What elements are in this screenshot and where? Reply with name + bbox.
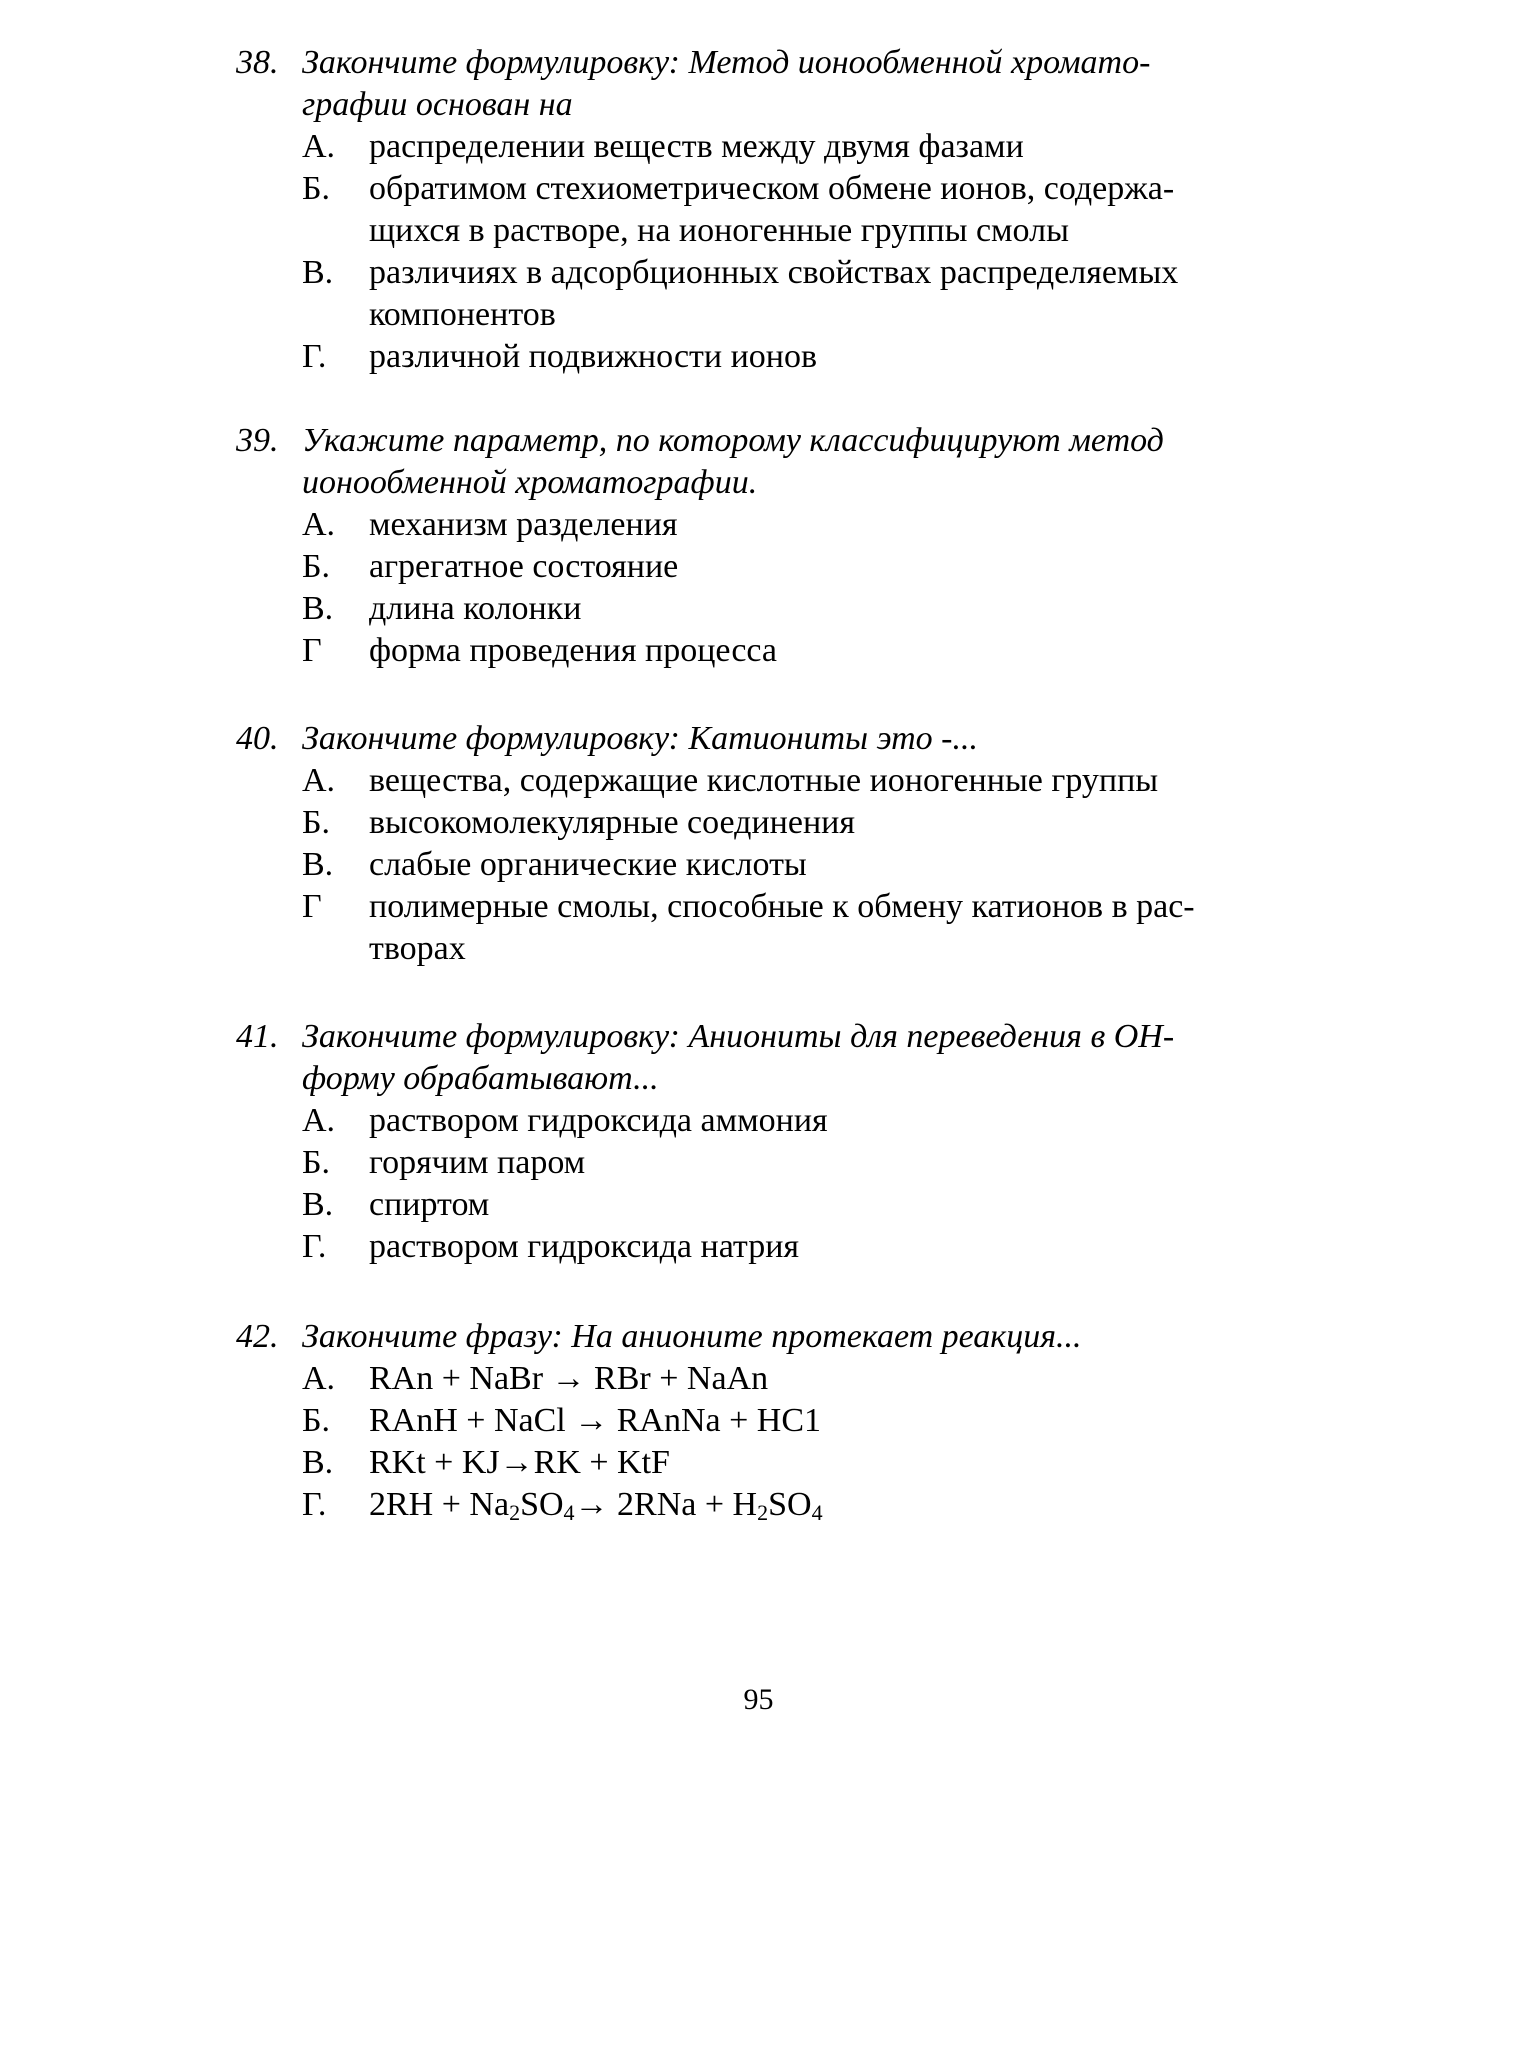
answer-letter: В. bbox=[302, 254, 334, 291]
question-text: Закончите формулировку: Метод ионообменной хромато- графии основан на bbox=[302, 44, 1151, 123]
answer-text: форма проведения процесса bbox=[369, 632, 778, 669]
question-40 bbox=[0, 718, 1517, 970]
answer-text: различной подвижности ионов bbox=[369, 338, 818, 375]
question-prompt bbox=[0, 1016, 1517, 1100]
answer-option bbox=[0, 886, 1517, 970]
equation-part: SO bbox=[768, 1486, 812, 1523]
question-prompt bbox=[0, 718, 1517, 760]
answer-option bbox=[0, 126, 1517, 168]
answer-letter: А. bbox=[302, 128, 336, 165]
answer-text: RKt + KJ→RK + KtF bbox=[369, 1444, 670, 1481]
subscript: 4 bbox=[563, 1500, 575, 1525]
answer-option bbox=[0, 1142, 1517, 1184]
answer-option bbox=[0, 504, 1517, 546]
answer-letter: А. bbox=[302, 506, 336, 543]
answer-option bbox=[0, 588, 1517, 630]
answer-text: распределении веществ между двумя фазами bbox=[369, 128, 1024, 165]
answer-letter: В. bbox=[302, 590, 334, 627]
question-number: 39. bbox=[236, 422, 279, 459]
answer-text: вещества, содержащие кислотные ионогенные группы bbox=[369, 762, 1159, 799]
answer-text: агрегатное состояние bbox=[369, 548, 679, 585]
question-39 bbox=[0, 420, 1517, 672]
answer-text: обратимом стехиометрическом обмене ионов, содержа- щихся в растворе, на ионогенные группы смолы bbox=[369, 170, 1175, 249]
question-38 bbox=[0, 42, 1517, 378]
answer-option bbox=[0, 546, 1517, 588]
answer-letter: Б. bbox=[302, 170, 331, 207]
equation-part: 2RH + Na bbox=[369, 1486, 510, 1523]
answer-option bbox=[0, 1184, 1517, 1226]
chemical-equation bbox=[369, 1484, 1289, 1526]
question-text: Укажите параметр, по которому классифицируют метод ионообменной хроматографии. bbox=[302, 422, 1164, 501]
answer-letter: А. bbox=[302, 1102, 336, 1139]
question-number: 38. bbox=[236, 44, 279, 81]
answer-option bbox=[0, 760, 1517, 802]
answer-letter: Б. bbox=[302, 548, 331, 585]
answer-letter: Г bbox=[302, 888, 322, 925]
question-text: Закончите фразу: На анионите протекает реакция... bbox=[302, 1318, 1082, 1355]
answer-option bbox=[0, 1100, 1517, 1142]
answer-letter: А. bbox=[302, 1360, 336, 1397]
answer-option bbox=[0, 802, 1517, 844]
answer-text: раствором гидроксида натрия bbox=[369, 1228, 800, 1265]
question-prompt bbox=[0, 420, 1517, 504]
answer-text: горячим паром bbox=[369, 1144, 586, 1181]
question-text: Закончите формулировку: Аниониты для переведения в ОН- форму обрабатывают... bbox=[302, 1018, 1175, 1097]
answer-letter: Г bbox=[302, 632, 322, 669]
answer-letter: Б. bbox=[302, 1144, 331, 1181]
answer-text: механизм разделения bbox=[369, 506, 678, 543]
question-42 bbox=[0, 1316, 1517, 1526]
answer-list bbox=[0, 760, 1517, 970]
subscript: 2 bbox=[757, 1500, 769, 1525]
question-41 bbox=[0, 1016, 1517, 1268]
answer-text: полимерные смолы, способные к обмену катионов в рас- творах bbox=[369, 888, 1195, 967]
answer-list bbox=[0, 1100, 1517, 1268]
answer-text: различиях в адсорбционных свойствах распределяемых компонентов bbox=[369, 254, 1179, 333]
subscript: 2 bbox=[509, 1500, 521, 1525]
answer-letter: Б. bbox=[302, 804, 331, 841]
answer-option bbox=[0, 630, 1517, 672]
answer-letter: Г. bbox=[302, 338, 327, 375]
answer-text: спиртом bbox=[369, 1186, 490, 1223]
answer-text: высокомолекулярные соединения bbox=[369, 804, 855, 841]
answer-option bbox=[0, 336, 1517, 378]
answer-text: раствором гидроксида аммония bbox=[369, 1102, 828, 1139]
answer-letter: Г. bbox=[302, 1228, 327, 1265]
answer-text: RAn + NaBr → RBr + NaAn bbox=[369, 1360, 769, 1397]
answer-list bbox=[0, 1358, 1517, 1526]
answer-option bbox=[0, 1400, 1517, 1442]
answer-letter: В. bbox=[302, 1186, 334, 1223]
answer-letter: Б. bbox=[302, 1402, 331, 1439]
equation-part: SO bbox=[520, 1486, 564, 1523]
answer-text: RAnH + NaCl → RAnNa + HC1 bbox=[369, 1402, 822, 1439]
answer-option bbox=[0, 1226, 1517, 1268]
answer-text: слабые органические кислоты bbox=[369, 846, 807, 883]
answer-letter: В. bbox=[302, 1444, 334, 1481]
question-number: 40. bbox=[236, 720, 279, 757]
equation-part: → 2RNa + H bbox=[574, 1486, 758, 1523]
answer-letter: А. bbox=[302, 762, 336, 799]
subscript: 4 bbox=[811, 1500, 823, 1525]
question-prompt bbox=[0, 42, 1517, 126]
answer-option bbox=[0, 252, 1517, 336]
answer-list bbox=[0, 126, 1517, 378]
answer-option bbox=[0, 168, 1517, 252]
answer-option bbox=[0, 1442, 1517, 1484]
page-number: 95 bbox=[743, 1683, 774, 1716]
answer-option bbox=[0, 1358, 1517, 1400]
question-prompt bbox=[0, 1316, 1517, 1358]
question-number: 41. bbox=[236, 1018, 279, 1055]
answer-option bbox=[0, 844, 1517, 886]
answer-letter: Г. bbox=[302, 1486, 327, 1523]
answer-letter: В. bbox=[302, 846, 334, 883]
answer-list bbox=[0, 504, 1517, 672]
question-text: Закончите формулировку: Катиониты это -... bbox=[302, 720, 978, 757]
question-number: 42. bbox=[236, 1318, 279, 1355]
answer-text: длина колонки bbox=[369, 590, 582, 627]
answer-option bbox=[0, 1484, 1517, 1526]
